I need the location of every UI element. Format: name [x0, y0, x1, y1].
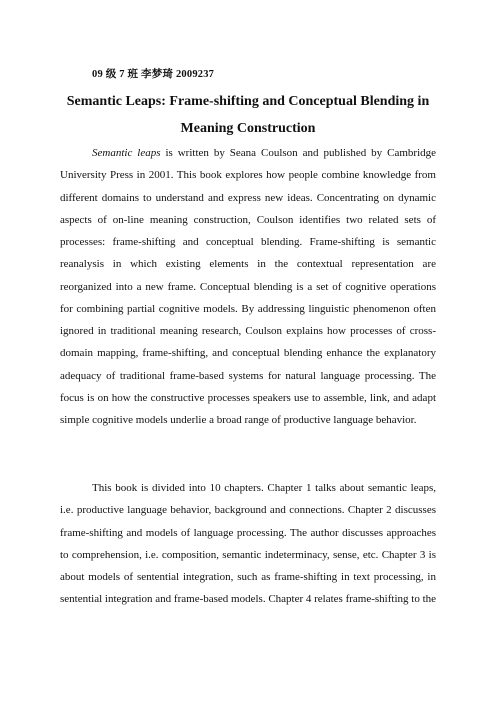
paragraph-2: This book is divided into 10 chapters. Chapter 1 talks about semantic leaps, i.e. productive language behavior, background and connections. Chapter 2 discusses frame-shifting and models of language processing. The author discusses approaches to comprehension, i.e. composition, semantic indeterminacy, sense, etc. Chapter 3 is about models of sentential integration, such as frame-shifting in text processing, in sentential integration and frame-based models. Chapter 4 relates frame-shifting to the [60, 482, 437, 606]
document-title-line-2: Meaning Construction [180, 121, 316, 136]
document-title-line-1: Semantic Leaps: Frame-shifting and Conceptual Blending in [66, 94, 430, 109]
paragraph-1 [60, 142, 436, 431]
author-header: 09 级 7 班 李梦琦 2009237 [92, 69, 215, 80]
book-title-italic: Semantic leaps [92, 147, 161, 159]
paragraph-1-text: is written by Seana Coulson and published by Cambridge University Press in 2001. This book explores how people combine knowledge from different domains to understand and express new ideas. Concentrating on dynamic aspects of on-line meaning construction, Coulson identifies two related sets of processes: frame-shifting and conceptual blending. Frame-shifting is semantic reanalysis in which existing elements in the contextual representation are reorganized into a new frame. Conceptual blending is a set of cognitive operations for combining partial cognitive models. By addressing linguistic phenomenon often ignored in traditional meaning research, Coulson explains how processes of cross-domain mapping, frame-shifting, and conceptual blending enhance the explanatory adequacy of traditional frame-based systems for natural language processing. The focus is on how the constructive processes speakers use to assemble, link, and adapt simple cognitive models underlie a broad range of productive language behavior. [60, 147, 437, 426]
